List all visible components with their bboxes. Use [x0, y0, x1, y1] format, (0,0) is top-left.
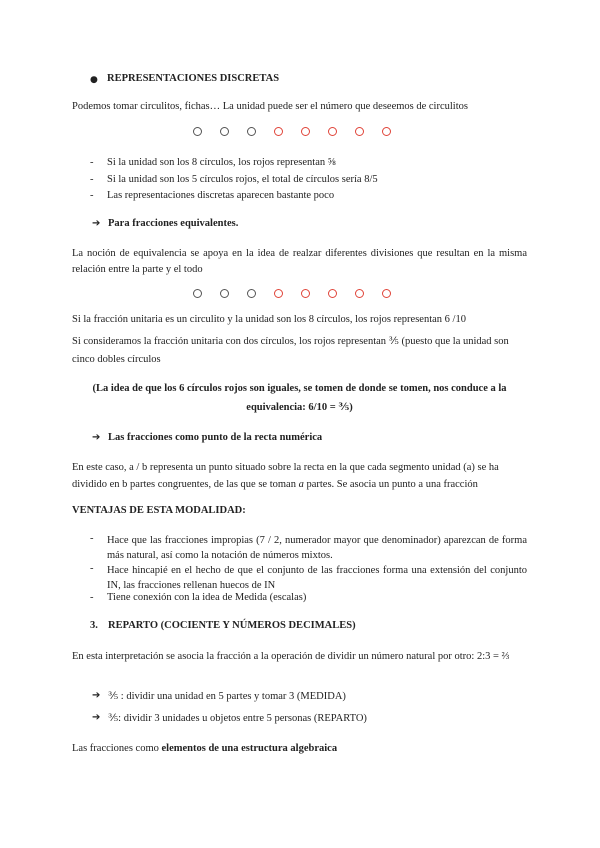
paragraph-recta-part-a: En este caso, a / b representa un punto situado sobre la recta en la que cada segmento unidad (a) se ha dividido en b partes congruentes, de las que se toman — [72, 462, 499, 490]
gray-circle — [220, 289, 229, 298]
paragraph-recta-part-b: partes. Se asocia un punto a una fracción — [303, 479, 478, 490]
red-circle — [355, 127, 364, 136]
red-circle — [301, 127, 310, 136]
heading-ventajas: VENTAJAS DE ESTA MODALIDAD: — [72, 505, 246, 516]
paragraph-reparto: En esta interpretación se asocia la fracción a la operación de dividir un número natural por otro: 2:3 = ⅔ — [72, 651, 510, 662]
gray-circle — [247, 289, 256, 298]
dash-marker: - — [90, 533, 94, 544]
dash-marker: - — [90, 592, 94, 603]
red-circle — [274, 127, 283, 136]
gray-circle — [247, 127, 256, 136]
gray-circle — [220, 127, 229, 136]
list-item: ⅗: dividir 3 unidades u objetos entre 5 personas (REPARTO) — [108, 713, 367, 724]
heading-recta: Las fracciones como punto de la recta numérica — [108, 432, 323, 443]
list-item: ⅗ : dividir una unidad en 5 partes y tomar 3 (MEDIDA) — [108, 691, 346, 702]
arrow-icon: ➔ — [92, 432, 101, 443]
bullet-icon: ● — [90, 75, 98, 85]
intro-discretas: Podemos tomar circulitos, fichas… La unidad puede ser el número que deseemos de circulitos — [72, 101, 468, 112]
gray-circle — [193, 289, 202, 298]
heading-reparto: REPARTO (COCIENTE Y NÚMEROS DECIMALES) — [108, 620, 356, 631]
dash-marker: - — [90, 157, 94, 168]
list-item: Hace que las fracciones impropias (7 / 2, numerador mayor que denominador) aparezcan de forma más natural, así como la notación de números mixtos. — [107, 535, 527, 561]
red-circle — [382, 127, 391, 136]
red-circle — [355, 289, 364, 298]
dash-marker: - — [90, 563, 94, 574]
line-estructura-plain: Las fracciones como — [72, 743, 162, 754]
list-item: Hace hincapié en el hecho de que el conjunto de las fracciones forma una extensión del conjunto IN, las fracciones rellenan huecos de IN — [107, 565, 527, 591]
list-item: Si la unidad son los 8 círculos, los rojos representan ⅝ — [107, 157, 336, 168]
dash-marker: - — [90, 174, 94, 185]
line-fraccion-unitaria: Si la fracción unitaria es un circulito y la unidad son los 8 círculos, los rojos representan 6 /10 — [72, 314, 466, 325]
arrow-icon: ➔ — [92, 218, 101, 229]
arrow-icon: ➔ — [92, 712, 101, 723]
red-circle — [274, 289, 283, 298]
paragraph-equivalencia: La noción de equivalencia se apoya en la idea de realzar diferentes divisiones que resultan en la misma relación entre la parte y el todo — [72, 248, 527, 275]
dash-marker: - — [90, 190, 94, 201]
paragraph-recta — [72, 459, 532, 493]
red-circle — [301, 289, 310, 298]
red-circle — [328, 289, 337, 298]
red-circle — [328, 127, 337, 136]
red-circle — [382, 289, 391, 298]
paragraph-recta-italic: a — [298, 479, 304, 490]
line-dos-circulos: Si consideramos la fracción unitaria con dos círculos, los rojos representan ⅗ (puesto que la unidad son cinco dobles círculos — [72, 336, 509, 365]
line-estructura-algebraica — [72, 743, 337, 754]
heading-equivalentes: Para fracciones equivalentes. — [108, 218, 239, 229]
gray-circle — [193, 127, 202, 136]
section-number: 3. — [90, 620, 98, 631]
heading-discretas: REPRESENTACIONES DISCRETAS — [107, 73, 280, 84]
line-estructura-bold: elementos de una estructura algebraica — [161, 743, 338, 754]
list-item: Las representaciones discretas aparecen bastante poco — [107, 190, 335, 201]
conclusion-equivalencia: (La idea de que los 6 círculos rojos son iguales, se tomen de donde se tomen, nos conduce a la equivalencia: 6/10 = ⅗) — [92, 383, 507, 413]
list-item: Si la unidad son los 5 círculos rojos, el total de círculos sería 8/5 — [107, 174, 378, 185]
list-item: Tiene conexión con la idea de Medida (escalas) — [107, 592, 307, 603]
arrow-icon: ➔ — [92, 690, 101, 701]
